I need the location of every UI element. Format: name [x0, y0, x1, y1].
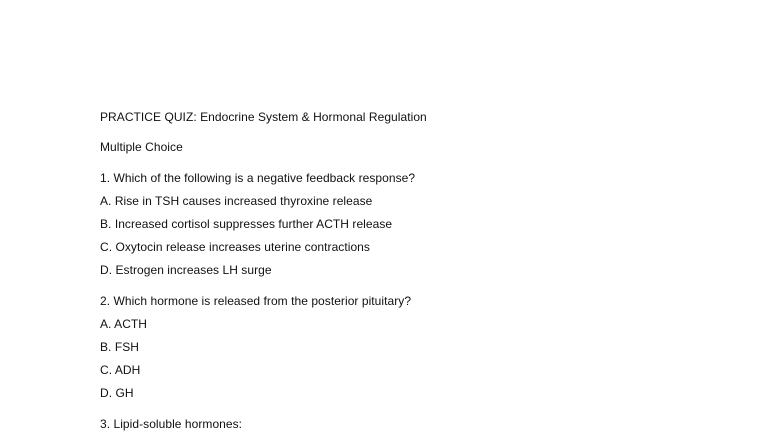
q2-option-c: C. ADH	[100, 363, 141, 377]
question-3: 3. Lipid-soluble hormones:	[100, 417, 243, 431]
q2-option-a: A. ACTH	[100, 317, 148, 331]
q1-option-d: D. Estrogen increases LH surge	[100, 263, 272, 277]
q2-option-b: B. FSH	[100, 340, 139, 354]
question-2: 2. Which hormone is released from the posterior pituitary?	[100, 294, 412, 308]
q1-option-c: C. Oxytocin release increases uterine contractions	[100, 240, 370, 254]
document-title: PRACTICE QUIZ: Endocrine System & Hormonal Regulation	[100, 110, 427, 124]
question-1: 1. Which of the following is a negative feedback response?	[100, 171, 416, 185]
section-heading: Multiple Choice	[100, 140, 183, 154]
q1-option-a: A. Rise in TSH causes increased thyroxine release	[100, 194, 373, 208]
q2-option-d: D. GH	[100, 386, 134, 400]
q1-option-b: B. Increased cortisol suppresses further ACTH release	[100, 217, 393, 231]
